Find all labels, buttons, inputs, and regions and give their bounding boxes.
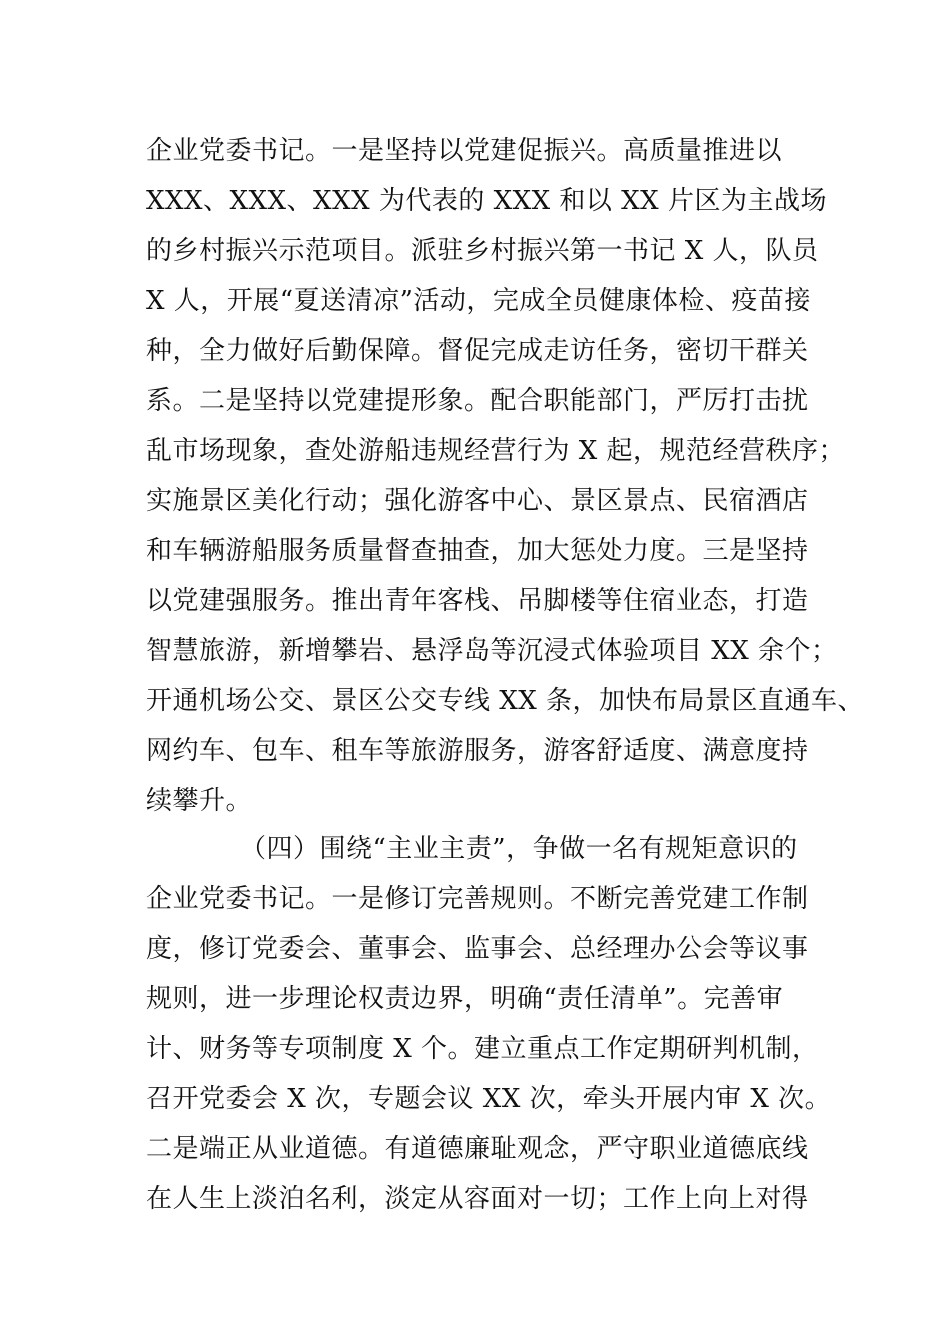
text-line: 计、财务等专项制度 X 个。建立重点工作定期研判机制， bbox=[146, 1034, 819, 1064]
text-line: 智慧旅游，新增攀岩、悬浮岛等沉浸式体验项目 XX 余个； bbox=[146, 636, 838, 666]
text-line: 开通机场公交、景区公交专线 XX 条，加快布局景区直通车、 bbox=[146, 686, 865, 716]
text-line: 实施景区美化行动；强化游客中心、景区景点、民宿酒店 bbox=[146, 486, 809, 516]
text-line: 的乡村振兴示范项目。派驻乡村振兴第一书记 X 人，队员 bbox=[146, 236, 819, 266]
text-line: 种，全力做好后勤保障。督促完成走访任务，密切干群关 bbox=[146, 336, 809, 366]
text-line: XXX、XXX、XXX 为代表的 XXX 和以 XX 片区为主战场 bbox=[146, 186, 827, 216]
text-line: X 人，开展“夏送清凉”活动，完成全员健康体检、疫苗接 bbox=[146, 286, 811, 316]
section-heading-line: （四）围绕“主业主责”，争做一名有规矩意识的 bbox=[240, 834, 798, 864]
text-line: 和车辆游船服务质量督查抽查，加大惩处力度。三是坚持 bbox=[146, 536, 809, 566]
text-line: 网约车、包车、租车等旅游服务，游客舒适度、满意度持 bbox=[146, 736, 809, 766]
text-line: 召开党委会 X 次，专题会议 XX 次，牵头开展内审 X 次。 bbox=[146, 1084, 832, 1114]
text-line: 企业党委书记。一是修订完善规则。不断完善党建工作制 bbox=[146, 884, 809, 914]
text-line: 在人生上淡泊名利，淡定从容面对一切；工作上向上对得 bbox=[146, 1184, 809, 1214]
text-line: 规则，进一步理论权责边界，明确“责任清单”。完善审 bbox=[146, 984, 784, 1014]
text-line: 企业党委书记。一是坚持以党建促振兴。高质量推进以 bbox=[146, 136, 783, 166]
text-line: 度，修订党委会、董事会、监事会、总经理办公会等议事 bbox=[146, 934, 809, 964]
text-line: 乱市场现象，查处游船违规经营行为 X 起，规范经营秩序； bbox=[146, 436, 846, 466]
text-line: 以党建强服务。推出青年客栈、吊脚楼等住宿业态，打造 bbox=[146, 586, 809, 616]
text-line: 续攀升。 bbox=[146, 786, 253, 816]
text-line: 系。二是坚持以党建提形象。配合职能部门，严厉打击扰 bbox=[146, 386, 809, 416]
text-line: 二是端正从业道德。有道德廉耻观念，严守职业道德底线 bbox=[146, 1134, 809, 1164]
